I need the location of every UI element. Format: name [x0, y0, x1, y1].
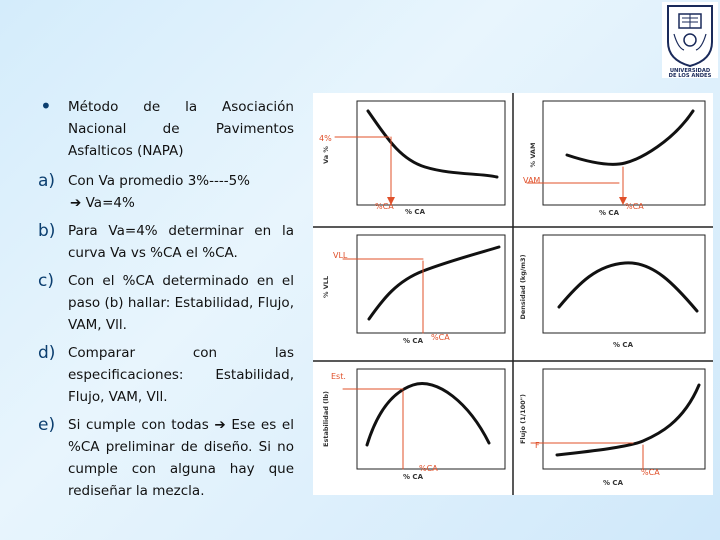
panel-flujo-xlabel: % CA — [602, 479, 624, 487]
svg-text:UNIVERSIDAD: UNIVERSIDAD — [669, 68, 711, 74]
step-d — [38, 342, 294, 408]
panel-va-ylabel: Va % — [322, 146, 330, 164]
step-c-text: Con el %CA determinado en el paso (b) hallar: Estabilidad, Flujo, VAM, Vll. — [68, 273, 294, 333]
panel-vll-annot-x: %CA — [431, 333, 450, 342]
university-logo — [662, 2, 718, 78]
step-d-text: Comparar con las especificaciones: Estabilidad, Flujo, VAM, Vll. — [68, 345, 294, 405]
design-curves-figure — [313, 93, 713, 495]
panel-vll-ylabel: % VLL — [322, 275, 330, 299]
panel-vam-annot-x: %CA — [625, 202, 644, 211]
panel-densidad-ylabel: Densidad (kg/m3) — [519, 254, 527, 320]
bullet-marker: • — [40, 94, 52, 118]
panel-vam-xlabel: % CA — [598, 209, 620, 217]
step-c-marker: c) — [38, 271, 54, 291]
intro-text: Método de la Asociación Nacional de Pavimentos Asfalticos (NAPA) — [68, 99, 294, 159]
panel-vam-ylabel: % VAM — [529, 142, 537, 168]
step-c — [38, 270, 294, 336]
panel-vll-xlabel: % CA — [402, 337, 424, 345]
step-e-continuation: Ese es el %CA preliminar de diseño. Si no cumple con alguna hay que rediseñar la mezcla. — [68, 417, 294, 499]
panel-vll-annot-y: VLL — [333, 251, 348, 260]
step-a-text: Con Va promedio 3%----5% — [68, 173, 251, 189]
intro-item — [38, 96, 294, 162]
step-a-result: Va=4% — [85, 195, 135, 211]
step-d-marker: d) — [38, 343, 56, 363]
step-b-text: Para Va=4% determinar en la curva Va vs %CA el %CA. — [68, 223, 294, 261]
panel-densidad-xlabel: % CA — [612, 341, 634, 349]
panel-va-annot-x: %CA — [375, 202, 394, 211]
panel-estabilidad-xlabel: % CA — [402, 473, 424, 481]
arrow-right-icon: ➔ — [70, 195, 82, 211]
panel-estabilidad — [322, 369, 505, 481]
arrow-right-icon: ➔ — [214, 417, 226, 433]
svg-text:DE LOS ANDES: DE LOS ANDES — [668, 73, 712, 78]
step-e — [38, 414, 294, 502]
panel-va — [319, 101, 505, 216]
panel-estabilidad-annot-x: %CA — [419, 464, 438, 473]
panel-estabilidad-annot-y: Est. — [331, 372, 346, 381]
panel-densidad — [519, 235, 705, 349]
panel-flujo — [519, 369, 705, 487]
panel-va-xlabel: % CA — [404, 208, 426, 216]
panel-flujo-annot-x: %CA — [641, 468, 660, 477]
step-b — [38, 220, 294, 264]
panel-flujo-ylabel: Flujo (1/100") — [519, 393, 527, 445]
step-a — [38, 170, 294, 214]
panel-va-annot-y: 4% — [319, 134, 332, 143]
panel-vam — [523, 101, 705, 217]
step-b-marker: b) — [38, 221, 56, 241]
step-e-marker: e) — [38, 415, 56, 435]
step-e-text: Si cumple con todas — [68, 417, 209, 433]
step-a-marker: a) — [38, 171, 56, 191]
panel-vll — [322, 235, 505, 345]
panel-flujo-annot-y: F — [535, 441, 540, 450]
panel-estabilidad-ylabel: Estabilidad (lb) — [322, 391, 330, 447]
panel-vam-annot-y: VAM — [523, 176, 541, 185]
